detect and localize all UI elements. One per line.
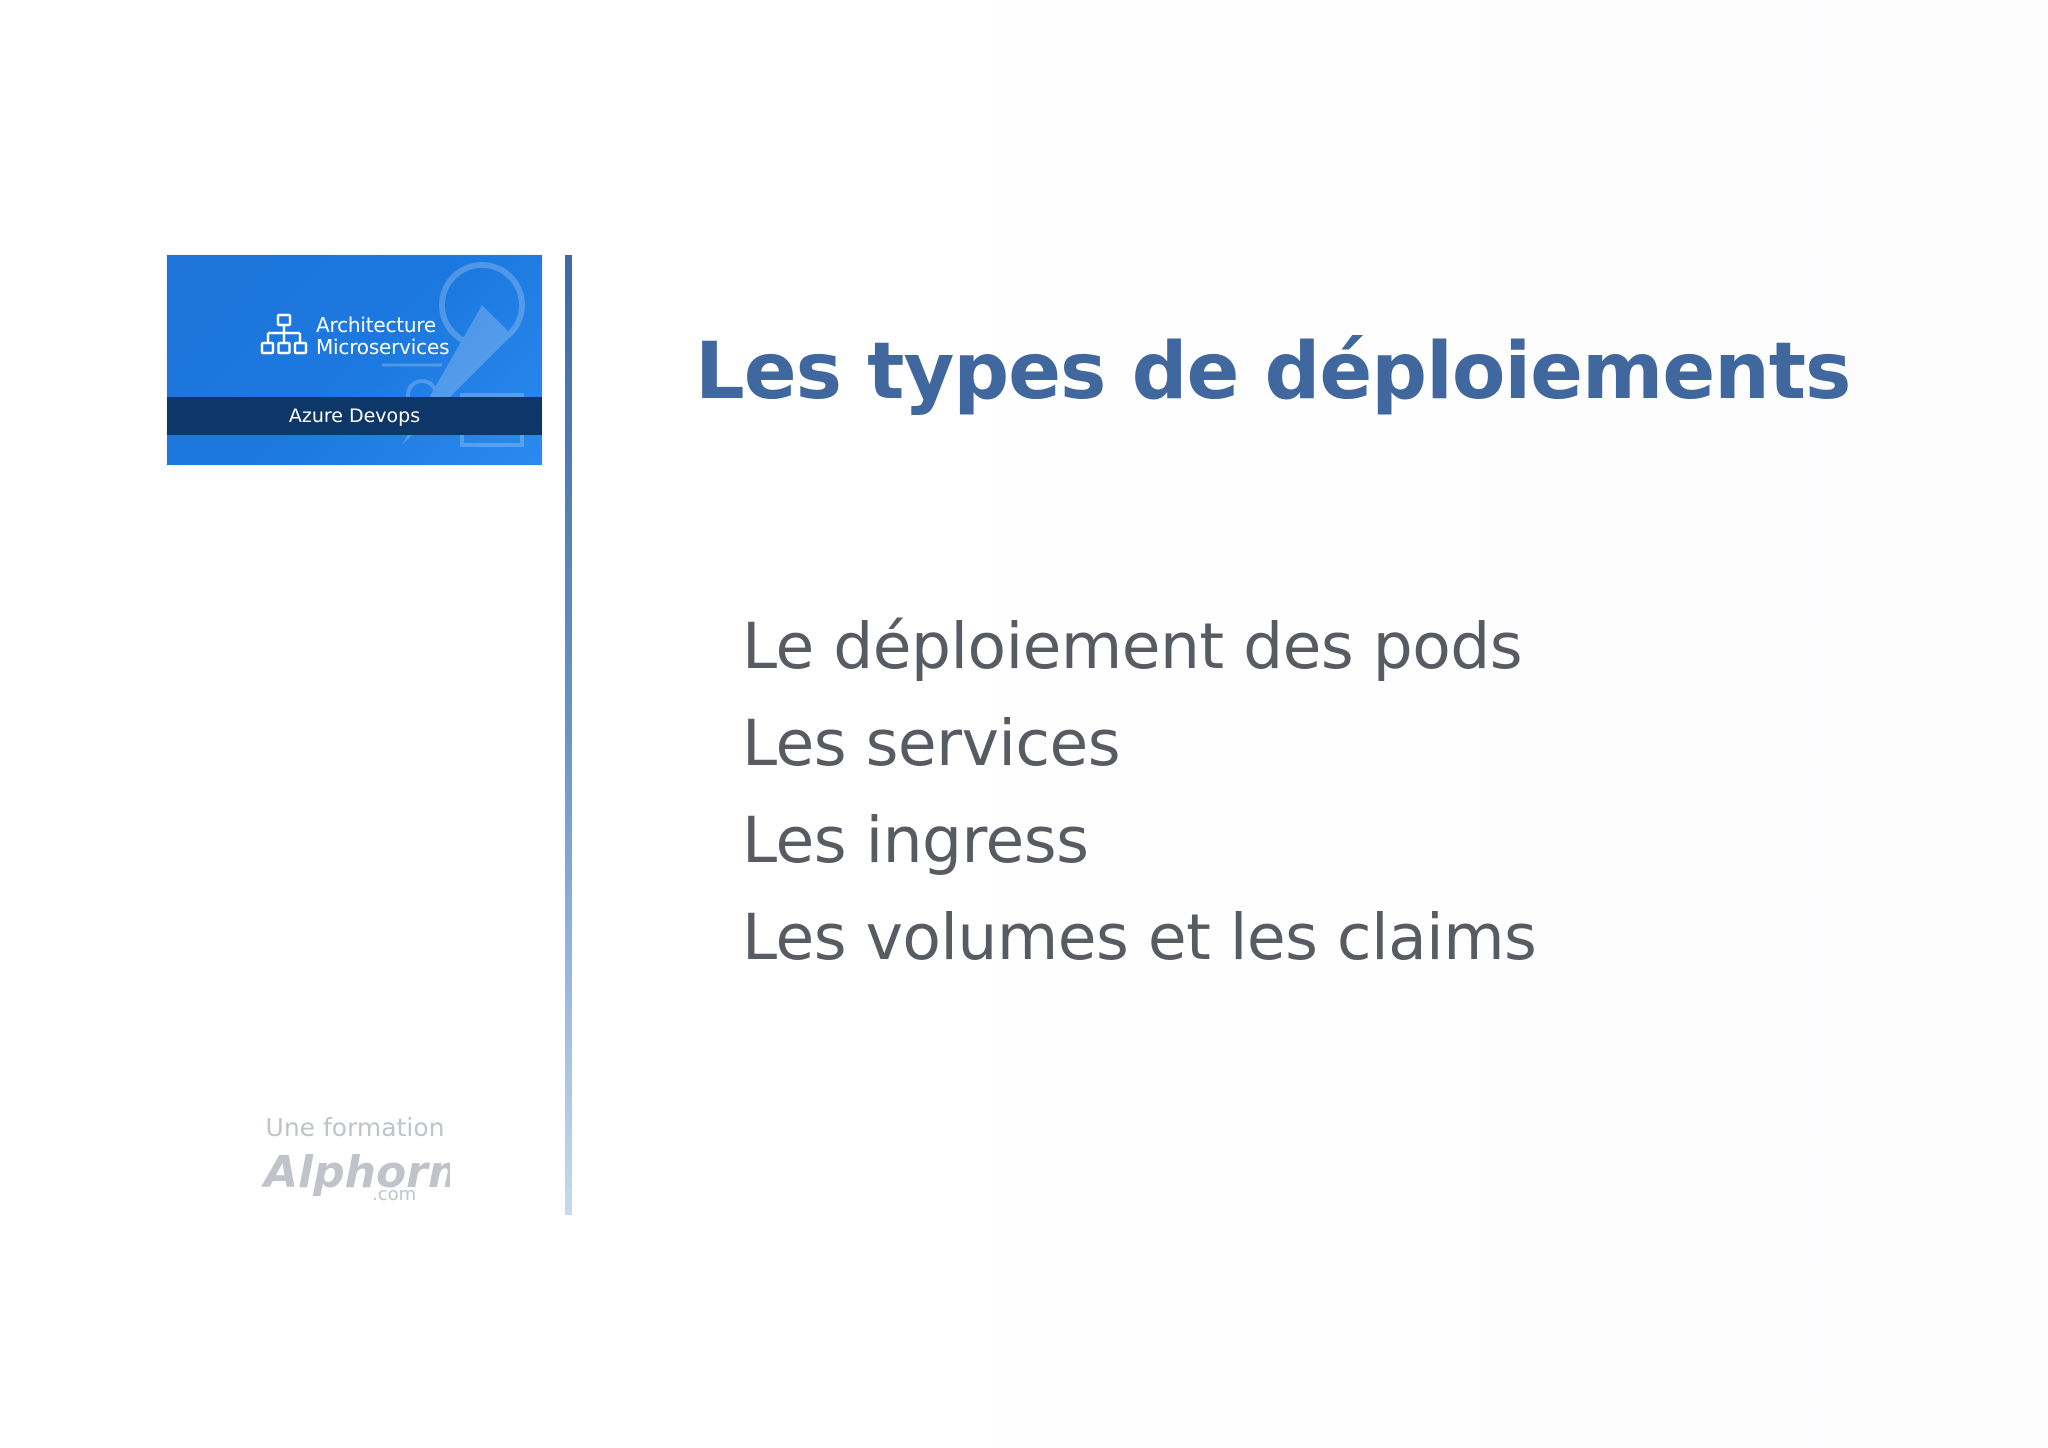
bullet-list [742, 598, 1536, 986]
slide-title: Les types de déploiements [695, 327, 1851, 417]
alphorm-logo-icon [260, 1147, 450, 1203]
list-item: Les ingress [742, 804, 1089, 877]
banner-header [260, 313, 449, 359]
banner-title-line2: Microservices [316, 335, 450, 359]
publisher-block [250, 1113, 460, 1207]
logo-suffix: .com [372, 1184, 417, 1203]
list-item: Les volumes et les claims [742, 901, 1537, 974]
list-item: Le déploiement des pods [742, 610, 1523, 683]
course-banner [167, 255, 542, 465]
hierarchy-icon [260, 313, 308, 359]
banner-subtitle: Azure Devops [167, 397, 542, 435]
vertical-divider [565, 255, 572, 1215]
list-item: Les services [742, 707, 1121, 780]
banner-title-line1: Architecture [316, 313, 437, 337]
logo-text: Alphor [264, 1147, 428, 1198]
publisher-label: Une formation [265, 1113, 445, 1142]
banner-title [316, 314, 449, 358]
